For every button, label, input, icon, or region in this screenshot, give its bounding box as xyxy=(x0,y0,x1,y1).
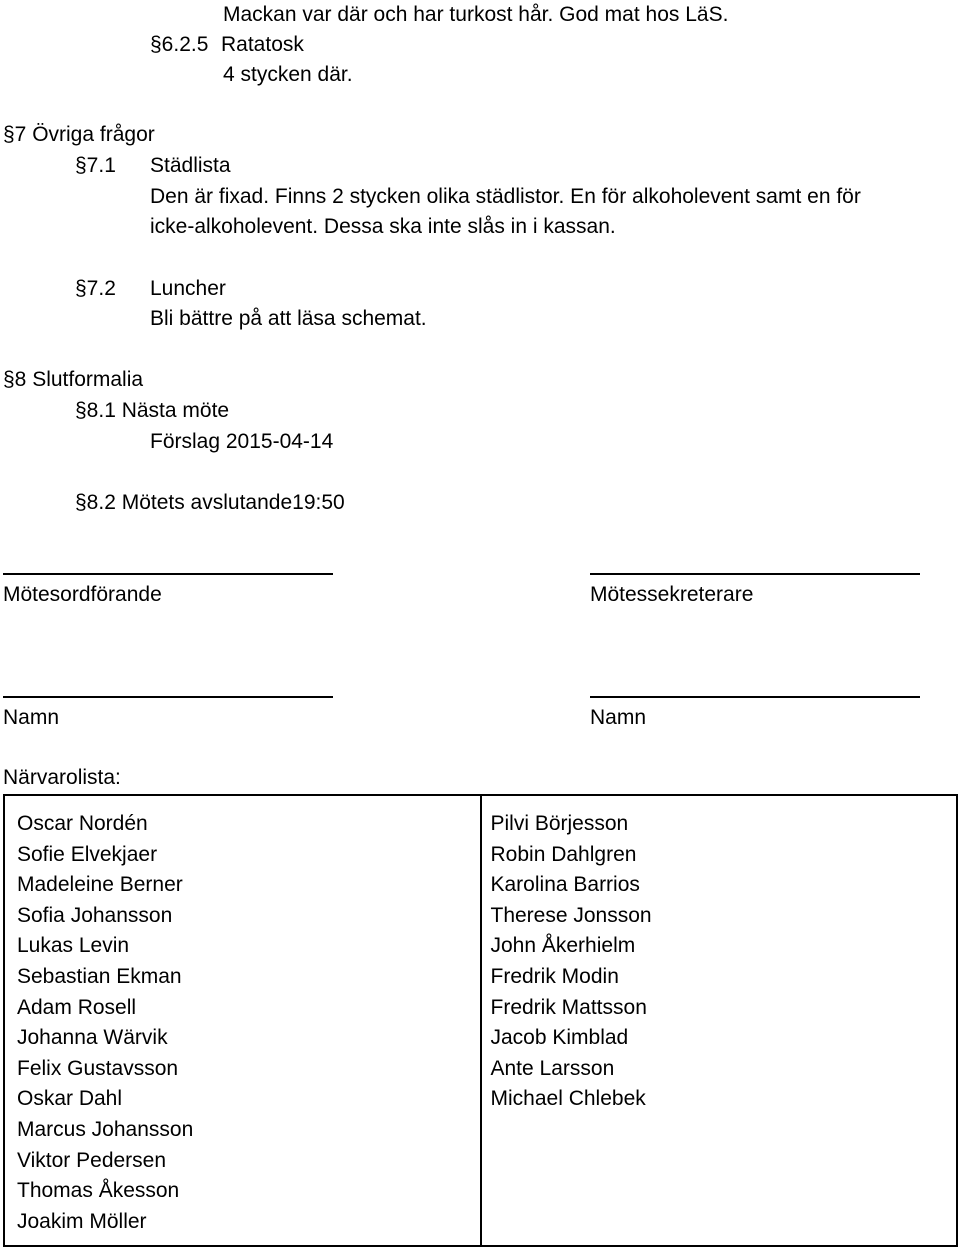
attendance-table xyxy=(3,794,958,1247)
paragraph-text: icke-alkoholevent. Dessa ska inte slås in i kassan. xyxy=(150,215,616,238)
section-title: Städlista xyxy=(150,154,231,177)
attendee-name: Thomas Åkesson xyxy=(17,1179,180,1203)
attendee-name: Pilvi Börjesson xyxy=(490,812,629,835)
section-number: §7.2 xyxy=(75,277,116,300)
attendee-name: Joakim Möller xyxy=(17,1209,147,1233)
signature-caption: Mötesordförande xyxy=(3,583,162,606)
section-number: §7.1 xyxy=(75,154,116,177)
section-title: Ratatosk xyxy=(221,33,304,56)
attendee-name: Fredrik Modin xyxy=(490,964,619,988)
signature-line xyxy=(3,696,333,698)
section-heading: §8 Slutformalia xyxy=(3,368,144,391)
attendee-name: Madeleine Berner xyxy=(17,873,183,897)
signature-line xyxy=(590,573,920,575)
signature-caption: Mötessekreterare xyxy=(590,583,754,606)
attendee-name: Marcus Johansson xyxy=(17,1117,194,1141)
attendee-name: Sebastian Ekman xyxy=(17,964,182,988)
signature-caption: Namn xyxy=(3,706,60,729)
attendance-label: Närvarolista: xyxy=(3,766,121,789)
attendee-name: Karolina Barrios xyxy=(490,873,640,897)
section-title: Luncher xyxy=(150,277,226,300)
paragraph-text: 4 stycken där. xyxy=(223,63,353,86)
attendee-name: Therese Jonsson xyxy=(490,903,652,927)
attendee-name: Lukas Levin xyxy=(17,934,130,958)
attendee-name: Robin Dahlgren xyxy=(490,842,637,866)
signature-caption: Namn xyxy=(590,706,647,729)
attendee-name: Oscar Nordén xyxy=(17,812,148,835)
paragraph-text: Förslag 2015-04-14 xyxy=(150,430,334,453)
section-heading: §7 Övriga frågor xyxy=(3,123,155,146)
signature-line xyxy=(3,573,333,575)
attendee-name: Jacob Kimblad xyxy=(490,1026,629,1050)
attendance-column-right xyxy=(481,795,958,1246)
paragraph-text: Bli bättre på att läsa schemat. xyxy=(150,307,427,330)
paragraph-text: Mackan var där och har turkost hår. God mat hos LäS. xyxy=(223,3,729,26)
section-subheading: §8.2 Mötets avslutande19:50 xyxy=(75,491,345,514)
attendee-name: Fredrik Mattsson xyxy=(490,995,647,1019)
attendee-name: Michael Chlebek xyxy=(490,1087,646,1111)
attendee-name: Viktor Pedersen xyxy=(17,1148,167,1172)
attendee-name: Oskar Dahl xyxy=(17,1087,123,1111)
attendee-name: Ante Larsson xyxy=(490,1056,615,1080)
section-subheading: §8.1 Nästa möte xyxy=(75,399,230,422)
attendee-name: Sofie Elvekjaer xyxy=(17,842,158,866)
attendee-name: Adam Rosell xyxy=(17,995,137,1019)
attendee-name: Sofia Johansson xyxy=(17,903,173,927)
section-number: §6.2.5 xyxy=(150,33,209,56)
paragraph-text: Den är fixad. Finns 2 stycken olika städlistor. En för alkoholevent samt en för xyxy=(150,185,861,208)
signature-line xyxy=(590,696,920,698)
attendee-name: John Åkerhielm xyxy=(490,934,636,958)
attendee-name: Johanna Wärvik xyxy=(17,1026,168,1050)
attendance-column-left xyxy=(4,795,481,1246)
attendee-name: Felix Gustavsson xyxy=(17,1056,179,1080)
